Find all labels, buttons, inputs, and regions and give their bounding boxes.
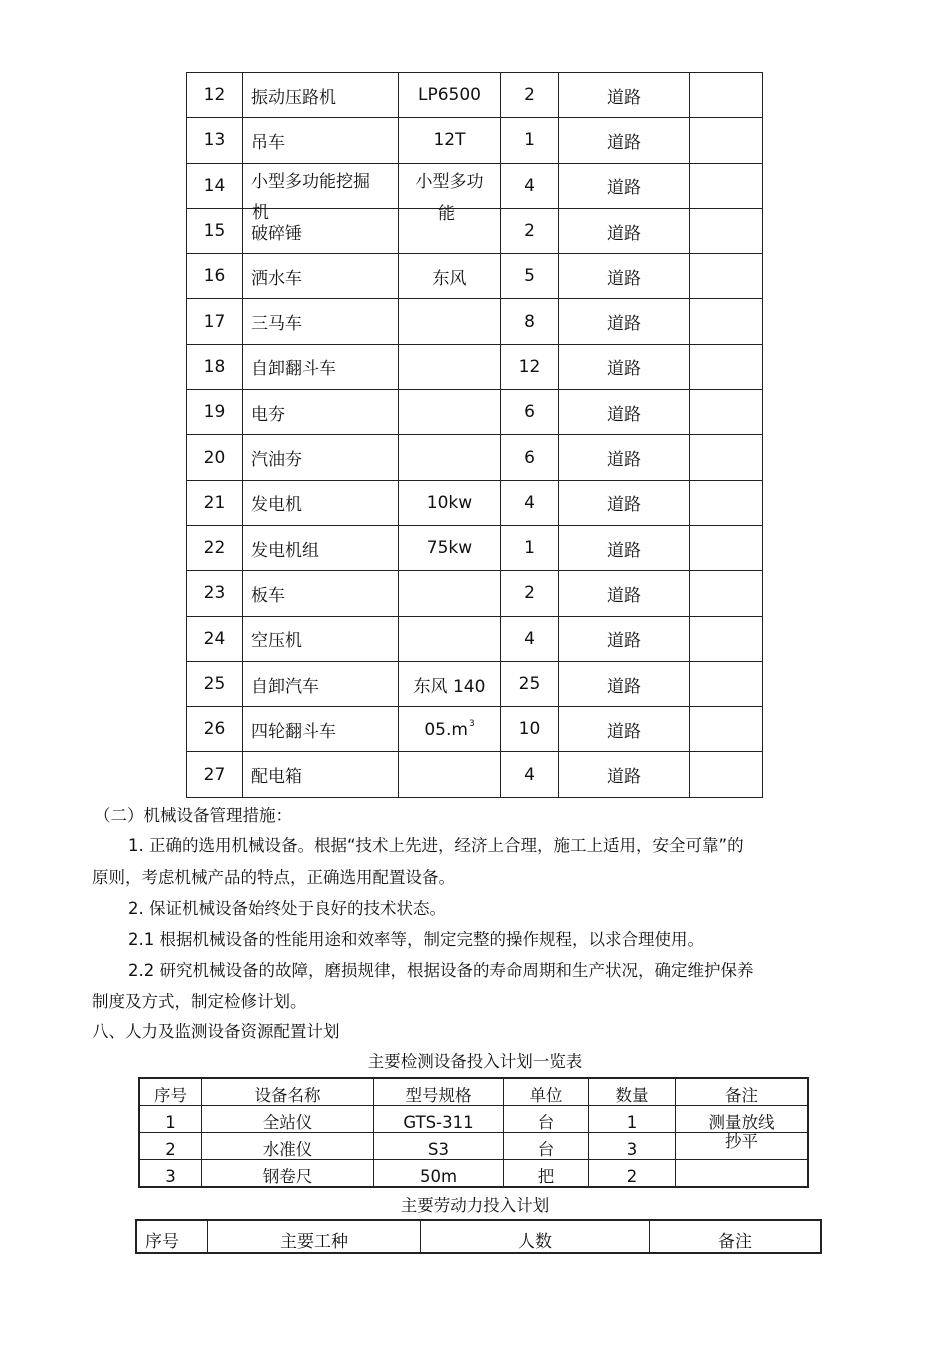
cell-note	[690, 480, 763, 525]
cell-no: 23	[187, 571, 243, 616]
cell-note	[690, 661, 763, 706]
cell-no: 15	[187, 208, 243, 253]
paragraph-1b: 原则，考虑机械产品的特点，正确选用配置设备。	[92, 868, 455, 887]
cell-no: 16	[187, 254, 243, 299]
cell: 测量放线	[676, 1106, 809, 1133]
table-row	[187, 163, 763, 208]
cell-qty: 5	[501, 254, 559, 299]
cell-name: 洒水车	[243, 254, 399, 299]
cell-qty: 4	[501, 163, 559, 208]
cell-use: 道路	[559, 73, 690, 118]
cell-model	[399, 616, 501, 661]
cell-qty: 6	[501, 435, 559, 480]
cell-no: 25	[187, 661, 243, 706]
cell: 1	[589, 1106, 676, 1133]
paragraph-2: 2. 保证机械设备始终处于良好的技术状态。	[128, 899, 446, 918]
cell-name: 自卸汽车	[243, 661, 399, 706]
cell-no: 14	[187, 163, 243, 208]
cell-qty: 4	[501, 616, 559, 661]
cell-model: 小型多功	[399, 163, 501, 208]
superscript-3: 3	[468, 718, 475, 729]
cell-no: 20	[187, 435, 243, 480]
cell: 1	[139, 1106, 202, 1133]
section-heading-8: 八、人力及监测设备资源配置计划	[92, 1022, 340, 1041]
cell-qty: 2	[501, 571, 559, 616]
cell: 钢卷尺	[202, 1160, 374, 1188]
cell-model: 75kw	[399, 525, 501, 570]
cell-name: 空压机	[243, 616, 399, 661]
cell-name: 自卸翻斗车	[243, 344, 399, 389]
table-row	[187, 73, 763, 118]
cell-use: 道路	[559, 118, 690, 163]
cell-use: 道路	[559, 163, 690, 208]
cell-note	[690, 435, 763, 480]
cell-note	[690, 299, 763, 344]
paragraph-2-2b: 制度及方式，制定检修计划。	[92, 992, 307, 1011]
cell-qty: 6	[501, 390, 559, 435]
table-row	[187, 525, 763, 570]
cell-name: 板车	[243, 571, 399, 616]
table-row	[187, 752, 763, 797]
cell: S3	[374, 1133, 504, 1160]
cell-model	[399, 752, 501, 797]
cell-use: 道路	[559, 208, 690, 253]
cell-no: 26	[187, 707, 243, 752]
header-cell: 数量	[589, 1078, 676, 1106]
cell-name: 破碎锤	[243, 208, 399, 253]
table-row	[187, 571, 763, 616]
labor-header-row	[136, 1220, 821, 1253]
cell-note	[690, 208, 763, 253]
cell: 台	[504, 1106, 589, 1133]
cell: GTS-311	[374, 1106, 504, 1133]
cell-note	[690, 254, 763, 299]
section-heading-2: （二）机械设备管理措施：	[94, 806, 292, 825]
cell-note	[690, 707, 763, 752]
cell-no: 24	[187, 616, 243, 661]
cell-no: 21	[187, 480, 243, 525]
cell-use: 道路	[559, 525, 690, 570]
cell-model: 东风	[399, 254, 501, 299]
cell-use: 道路	[559, 390, 690, 435]
table-row	[139, 1160, 808, 1188]
cell-no: 18	[187, 344, 243, 389]
cell-no: 17	[187, 299, 243, 344]
cell: 2	[589, 1160, 676, 1188]
cell-model	[399, 390, 501, 435]
cell-use: 道路	[559, 254, 690, 299]
cell-no: 22	[187, 525, 243, 570]
cell-name: 四轮翻斗车	[243, 707, 399, 752]
cell-name: 电夯	[243, 390, 399, 435]
cell-name: 三马车	[243, 299, 399, 344]
table-row	[187, 299, 763, 344]
cell-no: 27	[187, 752, 243, 797]
cell-use: 道路	[559, 435, 690, 480]
table-row	[187, 616, 763, 661]
cell-model	[399, 435, 501, 480]
cell-note	[690, 525, 763, 570]
cell: 50m	[374, 1160, 504, 1188]
cell-qty: 2	[501, 208, 559, 253]
table-row	[187, 390, 763, 435]
cell-use: 道路	[559, 752, 690, 797]
cell: 水准仪	[202, 1133, 374, 1160]
header-cell: 主要工种	[208, 1220, 421, 1253]
cell-name: 配电箱	[243, 752, 399, 797]
labor-table	[135, 1219, 822, 1254]
cell-qty: 4	[501, 752, 559, 797]
cell-qty: 10	[501, 707, 559, 752]
cell: 抄平	[676, 1133, 809, 1160]
cell-note	[690, 390, 763, 435]
cell-note	[690, 344, 763, 389]
cell: 3	[589, 1133, 676, 1160]
cell-note	[690, 163, 763, 208]
table-row	[187, 435, 763, 480]
cell-qty: 2	[501, 73, 559, 118]
cell-model: 东风 140	[399, 661, 501, 706]
cell-name: 发电机	[243, 480, 399, 525]
cell-note	[690, 73, 763, 118]
cell-qty: 1	[501, 118, 559, 163]
header-cell: 备注	[650, 1220, 822, 1253]
cell: 3	[139, 1160, 202, 1188]
paragraph-2-1: 2.1 根据机械设备的性能用途和效率等，制定完整的操作规程，以求合理使用。	[128, 930, 704, 949]
cell	[676, 1160, 809, 1188]
table-row	[187, 707, 763, 752]
cell-note	[690, 752, 763, 797]
cell-no: 19	[187, 390, 243, 435]
table-row	[139, 1106, 808, 1133]
cell: 台	[504, 1133, 589, 1160]
cell-model	[399, 344, 501, 389]
cell-use: 道路	[559, 661, 690, 706]
paragraph-2-2a: 2.2 研究机械设备的故障，磨损规律，根据设备的寿命周期和生产状况，确定维护保养	[128, 961, 754, 980]
cell-note	[690, 571, 763, 616]
cell-use: 道路	[559, 299, 690, 344]
cell-qty: 8	[501, 299, 559, 344]
table-row	[187, 118, 763, 163]
cell-model	[399, 571, 501, 616]
table-row	[187, 344, 763, 389]
cell-qty: 12	[501, 344, 559, 389]
cell-model: 10kw	[399, 480, 501, 525]
equipment-table	[186, 72, 763, 798]
paragraph-1a: 1. 正确的选用机械设备。根据“技术上先进，经济上合理，施工上适用，安全可靠”的	[128, 836, 744, 855]
cell-qty: 4	[501, 480, 559, 525]
header-cell: 人数	[421, 1220, 650, 1253]
cell-qty: 1	[501, 525, 559, 570]
instrument-header-row	[139, 1078, 808, 1106]
cell-name: 汽油夯	[243, 435, 399, 480]
cell-use: 道路	[559, 571, 690, 616]
cell-use: 道路	[559, 344, 690, 389]
instrument-table	[138, 1077, 809, 1188]
cell-use: 道路	[559, 707, 690, 752]
table-row	[187, 480, 763, 525]
cell-no: 12	[187, 73, 243, 118]
instrument-table-title: 主要检测设备投入计划一览表	[367, 1052, 583, 1071]
header-cell: 型号规格	[374, 1078, 504, 1106]
cell-name: 吊车	[243, 118, 399, 163]
labor-table-title: 主要劳动力投入计划	[400, 1196, 550, 1215]
cell-note	[690, 118, 763, 163]
table-row	[187, 208, 763, 253]
cell: 全站仪	[202, 1106, 374, 1133]
table-row	[187, 661, 763, 706]
cell-model: $05.m^3$	[399, 707, 501, 752]
table-row	[187, 254, 763, 299]
cell-use: 道路	[559, 616, 690, 661]
cell-name: 振动压路机	[243, 73, 399, 118]
cell: 把	[504, 1160, 589, 1188]
cell-note	[690, 616, 763, 661]
cell-model: LP6500	[399, 73, 501, 118]
cell-name: 发电机组	[243, 525, 399, 570]
cell-use: 道路	[559, 480, 690, 525]
header-cell: 设备名称	[202, 1078, 374, 1106]
cell-name: 小型多功能挖掘	[243, 163, 399, 208]
table-row	[139, 1133, 808, 1160]
cell-no: 13	[187, 118, 243, 163]
row14-name-overflow: 机	[252, 203, 269, 223]
cell-qty: 25	[501, 661, 559, 706]
header-cell: 序号	[136, 1220, 208, 1253]
cell: 2	[139, 1133, 202, 1160]
row14-model-overflow: 能	[438, 204, 455, 224]
header-cell: 单位	[504, 1078, 589, 1106]
cell-model	[399, 299, 501, 344]
cell-model: 12T	[399, 118, 501, 163]
header-cell: 备注	[676, 1078, 809, 1106]
header-cell: 序号	[139, 1078, 202, 1106]
